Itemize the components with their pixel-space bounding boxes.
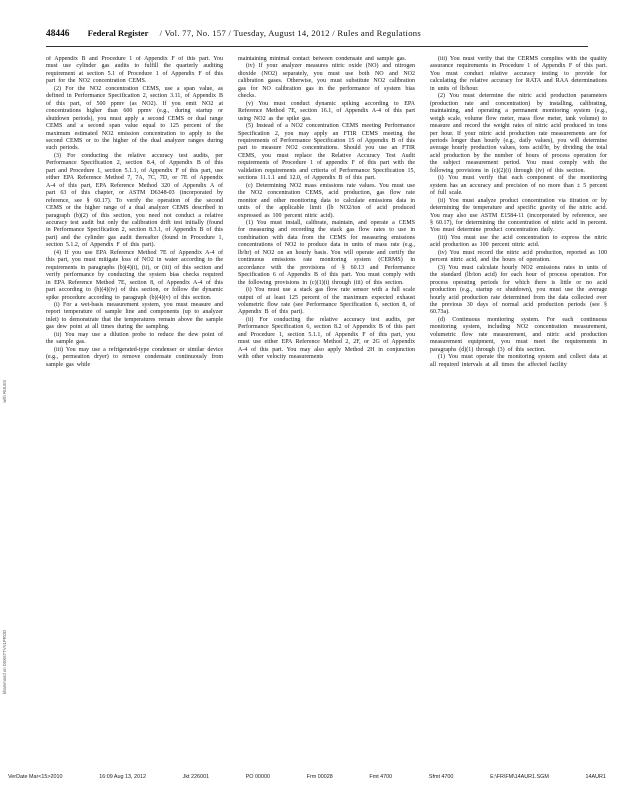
paragraph: (3) You must calculate hourly NO2 emissions rates in units of the standard (lb/ton acid) for each hour of process operation. For process operating periods for which there is little or no acid production (e.g., startup or shutdown), you must use the average hourly acid production rate determined from the data collected over the previous 30 days of normal acid production periods (see § 60.73a). bbox=[430, 264, 607, 316]
paragraph: (d) Continuous monitoring system. For each continuous monitoring system, including NO2 concentration measurement, volumetric flow rate measurement, and nitric acid production measurement equipment, you must meet the requirements in paragraphs (d)(1) through (3) of this section. bbox=[430, 316, 607, 353]
paragraph: (ii) You may use a dilution probe to reduce the dew point of the sample gas. bbox=[46, 331, 223, 346]
footer-verdate: VerDate Mar<15>2010 bbox=[8, 774, 63, 780]
paragraph: (1) You must operate the monitoring system and collect data at all required intervals at all times the affected facility bbox=[430, 354, 607, 368]
side-margin-label: khammond on DSK6TTVN1PROD bbox=[2, 630, 7, 694]
footer-sfmt: Sfmt 4700 bbox=[428, 774, 454, 780]
paragraph: (iii) You must verify that the CERMS complies with the quality assurance requirements in Procedure 1 of Appendix F of this part. You must conduct relative accuracy testing to provide for calculating the relative accuracy for RATA and RAA determinations in units of lb/hour. bbox=[430, 56, 607, 92]
paragraph: (iii) You may use a refrigerated-type condenser or similar device (e.g., permeation dryer) to remove condensate continuously from sample gas while bbox=[46, 346, 223, 368]
footer-code: 14AUR1 bbox=[585, 774, 606, 780]
paragraph: (c) Determining NO2 mass emissions rate values. You must use the NO2 concentration CEMS, acid production, gas flow rate monitor and other monitoring data to calculate emissions data in units of the applicable limit (lb NO2/ton of acid produced expressed as 100 percent nitric acid). bbox=[238, 182, 415, 219]
paragraph: (i) You must use a stack gas flow rate sensor with a full scale output of at least 125 percent of the maximum expected exhaust volumetric flow rate (see Performance Specification 6, section 8, of Appendix B of this part). bbox=[238, 287, 415, 316]
paragraph: (1) You must install, calibrate, maintain, and operate a CEMS for measuring and recording the stack gas flow rates to use in combination with data from the CEMS for measuring emissions concentrations of NO2 to produce data in units of mass rate (e.g., lb/hr) of NO2 on an hourly basis. You will operate and certify the continuous emissions rate monitoring system (CERMS) in accordance with the provisions of § 60.13 and Performance Specification 6 of Appendix B of this part. You must comply with the following provisions in (c)(1)(i) through (iii) of this section. bbox=[238, 219, 415, 286]
paragraph: of Appendix B and Procedure 1 of Appendix F of this part. You must use cylinder gas audits to fulfill the quarterly auditing requirement at section 5.1 of Procedure 1 of Appendix F of this part for the NO2 concentration CEMS. bbox=[46, 56, 223, 85]
footer-time: 16:09 Aug 13, 2012 bbox=[99, 774, 146, 780]
text-column-3 bbox=[430, 56, 607, 766]
paragraph: (i) For a wet-basis measurement system, you must measure and report temperature of sample line and components (up to analyzer inlet) to demonstrate that the temperatures remain above the sample gas dew point at all times during the sampling. bbox=[46, 301, 223, 331]
footer-jkt: Jkt 226001 bbox=[182, 774, 210, 780]
paragraph: (v) You must conduct dynamic spiking according to EPA Reference Method 7E, section 16.1, of Appendix A-4 of this part using NO2 as the spike gas. bbox=[238, 100, 415, 122]
footer-po: PO 00000 bbox=[245, 774, 270, 780]
federal-register-title: Federal Register bbox=[87, 28, 149, 38]
paragraph: (2) You must determine the nitric acid production parameters (production rate and concentration) by installing, calibrating, maintaining, and operating a permanent monitoring system (e.g., weigh scale, volume flow meter, mass flow meter, tank volume) to measure and record the weight rates of nitric acid produced in tons per hour. If your nitric acid production rate measurements are for periods longer than hourly (e.g., daily values), you will determine average hourly production values, tons acid/hr, by dividing the total acid production by the number of hours of process operation for the subject measurement period. You must comply with the following provisions in (c)(2)(i) through (iv) of this section. bbox=[430, 93, 607, 174]
text-column-2 bbox=[238, 56, 415, 766]
footer-frm: Frm 00028 bbox=[306, 774, 333, 780]
header-issue-info: / Vol. 77, No. 157 / Tuesday, August 14, 2012 / Rules and Regulations bbox=[159, 28, 422, 38]
paragraph: maintaining minimal contact between condensate and sample gas. bbox=[238, 56, 407, 62]
page-header bbox=[46, 28, 588, 44]
footer-fmt: Fmt 4700 bbox=[369, 774, 393, 780]
paragraph: (iv) You must record the nitric acid production, reported as 100 percent nitric acid, and the hours of operation. bbox=[430, 249, 607, 264]
paragraph: (4) If you use EPA Reference Method 7E of Appendix A-4 of this part, you must mitigate loss of NO2 in water according to the requirements in paragraphs (b)(4)(i), (ii), or (iii) of this section and verify performance by conducting the system bias checks required in EPA Reference Method 7E, section 8, of Appendix A-4 of this part according to (b)(4)(iv) of this section, or follow the dynamic spike procedure according to paragraph (b)(4)(v) of this section. bbox=[46, 249, 223, 301]
paragraph: (ii) You must analyze product concentration via titration or by determining the temperature and specific gravity of the nitric acid. You may also use ASTM E1584-11 (incorporated by reference, see § 60.17), for determining the concentration of nitric acid in percent. You must determine product concentration daily. bbox=[430, 197, 607, 234]
page-footer bbox=[8, 774, 606, 784]
paragraph: (3) For conducting the relative accuracy test audits, per Performance Specification 2, section 8.4, of Appendix B of this part and Procedure 1, section 5.1.1, of Appendix F of this part, use either EPA Reference Method 7, 7A, 7C, 7D, or 7E of Appendix A-4 of this part, EPA Reference Method 320 of Appendix A of part 63 of this chapter, or ASTM D6348-03 (incorporated by reference, see § 60.17). To verify the operation of the second CEMS or the higher range of a dual analyzer CEMS described in paragraph (b)(2) of this section, you need not conduct a relative accuracy test audit but only the calibration drift test initially (found in Performance Specification 2, section 8.3.1, of Appendix B of this part) and the cylinder gas audit thereafter (found in Procedure 1, section 5.1.2, of Appendix F of this part). bbox=[46, 152, 223, 249]
paragraph: (5) Instead of a NO2 concentration CEMS meeting Performance Specification 2, you may apply an FTIR CEMS meeting the requirements of Performance Specification 15 of Appendix B of this part to measure NO2 concentrations. Should you use an FTIR CEMS, you must replace the Relative Accuracy Test Audit requirements of Procedure 1 of appendix F of this part with the validation requirements and criteria of Performance Specification 15, sections 11.1.1 and 12.0, of Appendix B of this part. bbox=[238, 123, 415, 182]
side-margin-label: with RULES bbox=[2, 380, 7, 403]
paragraph: (iv) If your analyzer measures nitric oxide (NO) and nitrogen dioxide (NO2) separately, you must use both NO and NO2 calibration gases. Otherwise, you must substitute NO2 calibration gas for NO calibration gas in the performance of system bias checks. bbox=[238, 63, 415, 100]
text-column-1 bbox=[46, 56, 223, 766]
paragraph: (i) You must verify that each component of the monitoring system has an accuracy and precision of no more than ± 5 percent of full scale. bbox=[430, 175, 607, 197]
footer-file: E:\FR\FM\14AUR1.SGM bbox=[490, 774, 549, 780]
page-number: 48446 bbox=[46, 29, 70, 39]
paragraph: (2) For the NO2 concentration CEMS, use a span value, as defined in Performance Specification 2, section 3.11, of Appendix B of this part, of 500 ppmv (as NO2). If you emit NO2 at concentrations higher than 600 ppmv (e.g., during startup or shutdown periods), you must apply a second CEMS or dual range CEMS and a second span value equal to 125 percent of the maximum estimated NO2 emission concentration to apply to the second CEMS or to the higher of the dual analyzer ranges during such periods. bbox=[46, 85, 223, 152]
paragraph: (iii) You must use the acid concentration to express the nitric acid production as 100 percent nitric acid. bbox=[430, 234, 607, 249]
header-rule bbox=[46, 46, 588, 47]
paragraph: (ii) For conducting the relative accuracy test audits, per Performance Specification 6, section 8.2 of Appendix B of this part and Procedure 1, section 5.1.1, of Appendix F of this part, you must use either EPA Reference Method 2, 2F, or 2G of Appendix A-4 of this part. You may also apply Method 2H in conjunction with other velocity measurements bbox=[238, 316, 415, 361]
